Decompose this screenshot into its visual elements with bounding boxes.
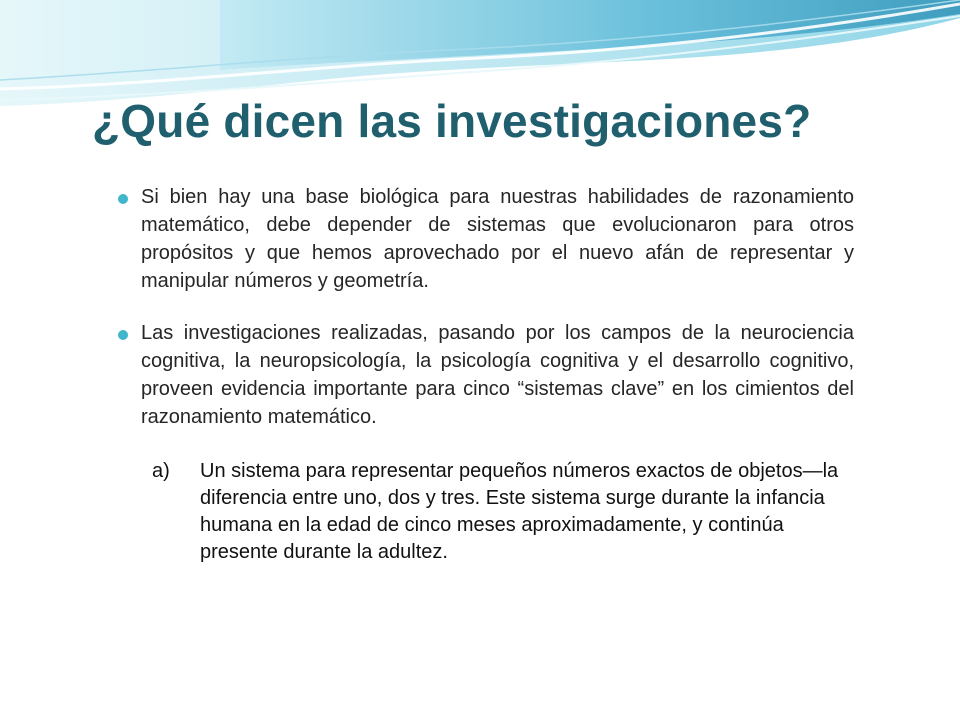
sub-list [118,458,854,566]
bullet-item [118,319,854,431]
sub-item-marker: a) [152,460,170,482]
header-wave-decoration [0,0,960,110]
bullet-text: Si bien hay una base biológica para nuestras habilidades de razonamiento matemático, debe depender de sistemas que evolucionaron para otros propósitos y que hemos aprovechado por el nuevo afán de representar y manipular números y geometría. [141,186,854,292]
sub-list-item [152,458,854,566]
page-title: ¿Qué dicen las investigaciones? [92,95,812,147]
bullet-point-icon [118,330,128,340]
bullet-text: Las investigaciones realizadas, pasando por los campos de la neurociencia cognitiva, la neuropsicología, la psicología cognitiva y el desarrollo cognitivo, proveen evidencia importante para cinco “sistemas clave” en los cimientos del razonamiento matemático. [141,322,854,428]
sub-item-text: Un sistema para representar pequeños números exactos de objetos—la diferencia entre uno, dos y tres. Este sistema surge durante la infancia humana en la edad de cinco meses aproximadamente, y continúa presente durante la adultez. [200,460,839,563]
slide-content [118,183,854,566]
bullet-point-icon [118,194,128,204]
bullet-item [118,183,854,295]
